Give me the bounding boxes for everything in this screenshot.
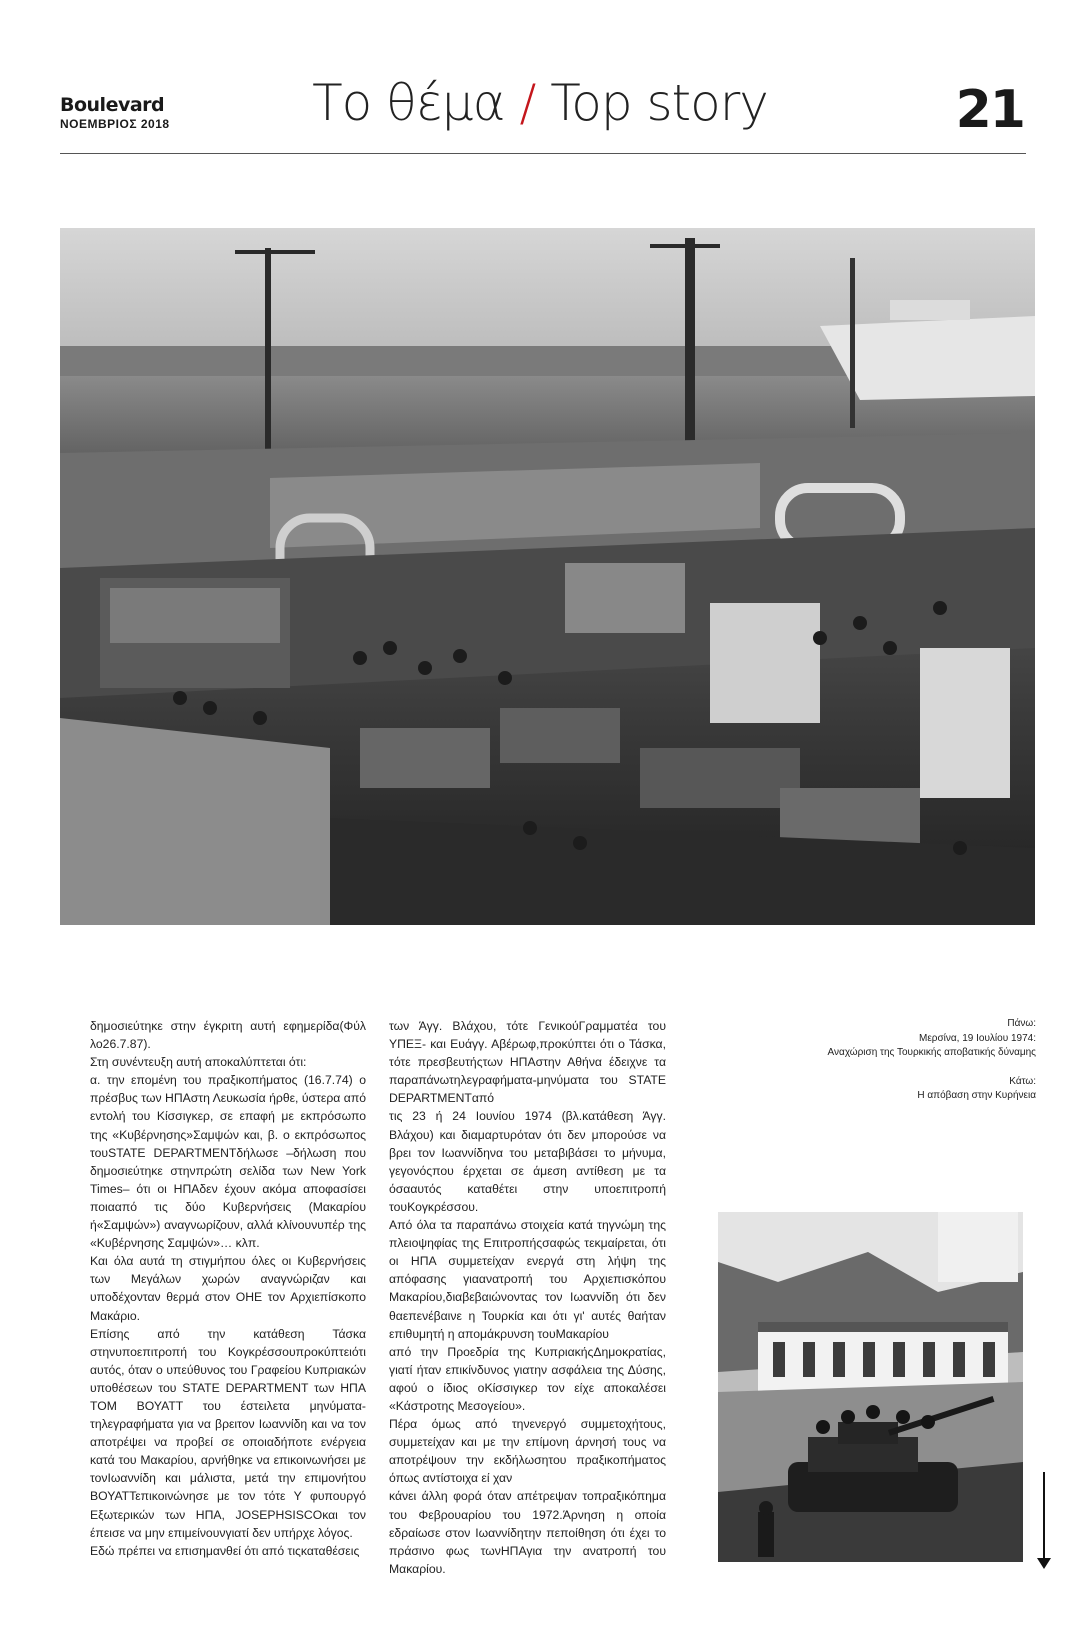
header-rule <box>60 153 1026 154</box>
column2-paragraph: κάνει άλλη φορά όταν απέτρεψαν τοπραξικόπημα του Φεβρουαρίου του 1972.Άρνηση η οποία εδραίωσε στον Ιωαννίδητην πεποίθηση ότι έχει το πράσινο φως τωνΗΠΑγια την ανατροπή του Μακαρίου. <box>389 1489 666 1576</box>
caption-top-line1: Μερσίνα, 19 Ιουλίου 1974: <box>919 1032 1036 1044</box>
article-column-2 <box>389 1017 666 1578</box>
article-column-1 <box>90 1017 366 1560</box>
column2-paragraph: τις 23 ή 24 Ιουνίου 1974 (βλ.κατάθεση Άγγ. Βλάχου) και διαμαρτυρόταν ότι δεν μπορούσε να βρει τον Ιωαννίδηνα του μεταβιβάσει το μήνυμα, γεγονόςπου έρχεται σε άμεση αντίθεση με τα όσααυτός καταθέτει στην υποεπιτροπή τουΚογκρέσσου. <box>389 1109 666 1214</box>
column2-paragraph: Πέρα όμως από τηνενεργό συμμετοχήτους, συμμετείχαν και με την επίμονη άρνησή τους να αποτρέψουν την εκδήλωσητου πραξικοπήματος όπως αντίστοιχα εί χαν <box>389 1417 666 1486</box>
section-title-english: Top story <box>550 74 768 132</box>
column2-paragraph: Από όλα τα παραπάνω στοιχεία κατά τηγνώμη της πλειοψηφίας της Επιτροπήςσαφώς τεκμαίρεται, ότι οι ΗΠΑ συμμετείχαν ενεργά στη λήψη της απόφασης γιαανατροπή του Αρχιεπισκόπου Μακαρίου,διαβεβαιώνοντας τον Ιωαννίδη ότι δεν θαεπενέβαινε η Τουρκία και ότι γι' αυτές θαήταν επιθυμητή η απομάκρυνση τουΜακαρίου <box>389 1218 666 1341</box>
section-title-greek: Το θέμα <box>312 74 505 132</box>
column1-paragraph: Εδώ πρέπει να επισημανθεί ότι από τιςκαταθέσεις <box>90 1543 360 1558</box>
main-photo <box>60 228 1035 925</box>
column1-paragraph: α. την επομένη του πραξικοπήματος (16.7.74) ο πρέσβυς των ΗΠΑστη Λευκωσία ήρθε, ύστερα από εντολή του Κίσσιγκερ, σε επαφή με εκπρόσωπο της «Κυβέρνησης»Σαμψών και, β. ο εκπρόσωπος τουSTATE DEPARTMENTδήλωσε –δήλωση που δημοσιεύτηκε στηνπρώτη σελίδα των New York Times– ότι οι ΗΠΑδεν έχουν ακόμα αποφασίσει ποιααπό τις δύο Κυβερνήσεις (Μακαρίου ή«Σαμψών») αναγνωρίζουν, αλλά κλίνουνυπέρ της «Κυβέρνησης Σαμψών»… κλπ. <box>90 1073 366 1251</box>
caption-top-label: Πάνω: <box>1007 1018 1036 1029</box>
harbour-scene-photo <box>60 228 1035 925</box>
masthead-date: ΝΟΕΜΒΡΙΟΣ 2018 <box>60 117 170 131</box>
column1-paragraph: Στη συνέντευξη αυτή αποκαλύπτεται ότι: <box>90 1055 307 1070</box>
column2-paragraph: των Άγγ. Βλάχου, τότε ΓενικούΓραμματέα του ΥΠΕΞ- και Ευάγγ. Αβέρωφ,προκύπτει ότι ο Τάσκα, τότε πρεσβευτήςτων ΗΠΑστην Αθήνα έδειχνε τα παραπάνωτηλεγραφήματα-μηνύματα του STATE DEPARTMENTαπό <box>389 1019 666 1106</box>
column1-paragraph: Επίσης από την κατάθεση Τάσκα στηνυποεπιτροπή του Κογκρέσσουπροκύπτειότι αυτός, όταν ο υπεύθυνος του Γραφείου Κυπριακών υποθέσεων του STATE DEPARTMENT των ΗΠΑ ΤΟΜ ΒΟΥΑΤΤ του έστειλετα μηνύματα-τηλεγραφήματα για να βρειτον Ιωαννίδη και να τον αποτρέψει να προβεί σε οποιαδήποτε ενέργεια κατά του Μακαρίου, αρνήθηκε να επικοινωνήσει με τονΙωαννίδη και μάλιστα, μετά την επιμονήτου ΒΟΥΑΤΤεπικοινώνησε με τον τότε Υ φυπουργό Εξωτερικών των ΗΠΑ, JOSEPHSISCOκαι τον έπεισε να μην επιμείνουνγιατί δεν υπήρχε λόγος. <box>90 1326 366 1540</box>
column1-paragraph: δημοσιεύτηκε στην έγκριτη αυτή εφημερίδα(Φύλ λο26.7.87). <box>90 1019 366 1052</box>
caption-bottom-label: Κάτω: <box>1009 1075 1036 1087</box>
landing-scene-photo <box>718 1212 1023 1562</box>
column2-paragraph: από την Προεδρία της ΚυπριακήςΔημοκρατίας, γιατί ήταν επικίνδυνος γιατην ασφάλεια της Δύσης, αφού ο ίδιος οΚίσσιγκερ τον είχε αποκαλέσει «Κάστροτης Μεσογείου». <box>389 1344 666 1413</box>
column1-paragraph: Και όλα αυτά τη στιγμήπου όλες οι Κυβερνήσεις των Μεγάλων χωρών αναγνώριζαν και υποδέχονταν θερμά στον ΟΗΕ τον Αρχιεπίσκοπο Μακάριο. <box>90 1254 366 1323</box>
caption-bottom-line1: Η απόβαση στην Κυρήνεια <box>917 1090 1036 1101</box>
inset-photo <box>718 1212 1023 1562</box>
page-number: 21 <box>955 80 1024 140</box>
caption-top-line2: Αναχώριση της Τουρκικής αποβατικής δύναμης <box>827 1047 1036 1058</box>
photo-captions <box>756 1017 1036 1104</box>
section-title <box>0 74 1080 132</box>
section-title-separator: / <box>519 74 536 132</box>
masthead-brand: Boulevard <box>60 94 165 116</box>
continue-down-arrow-icon <box>1034 1472 1054 1570</box>
